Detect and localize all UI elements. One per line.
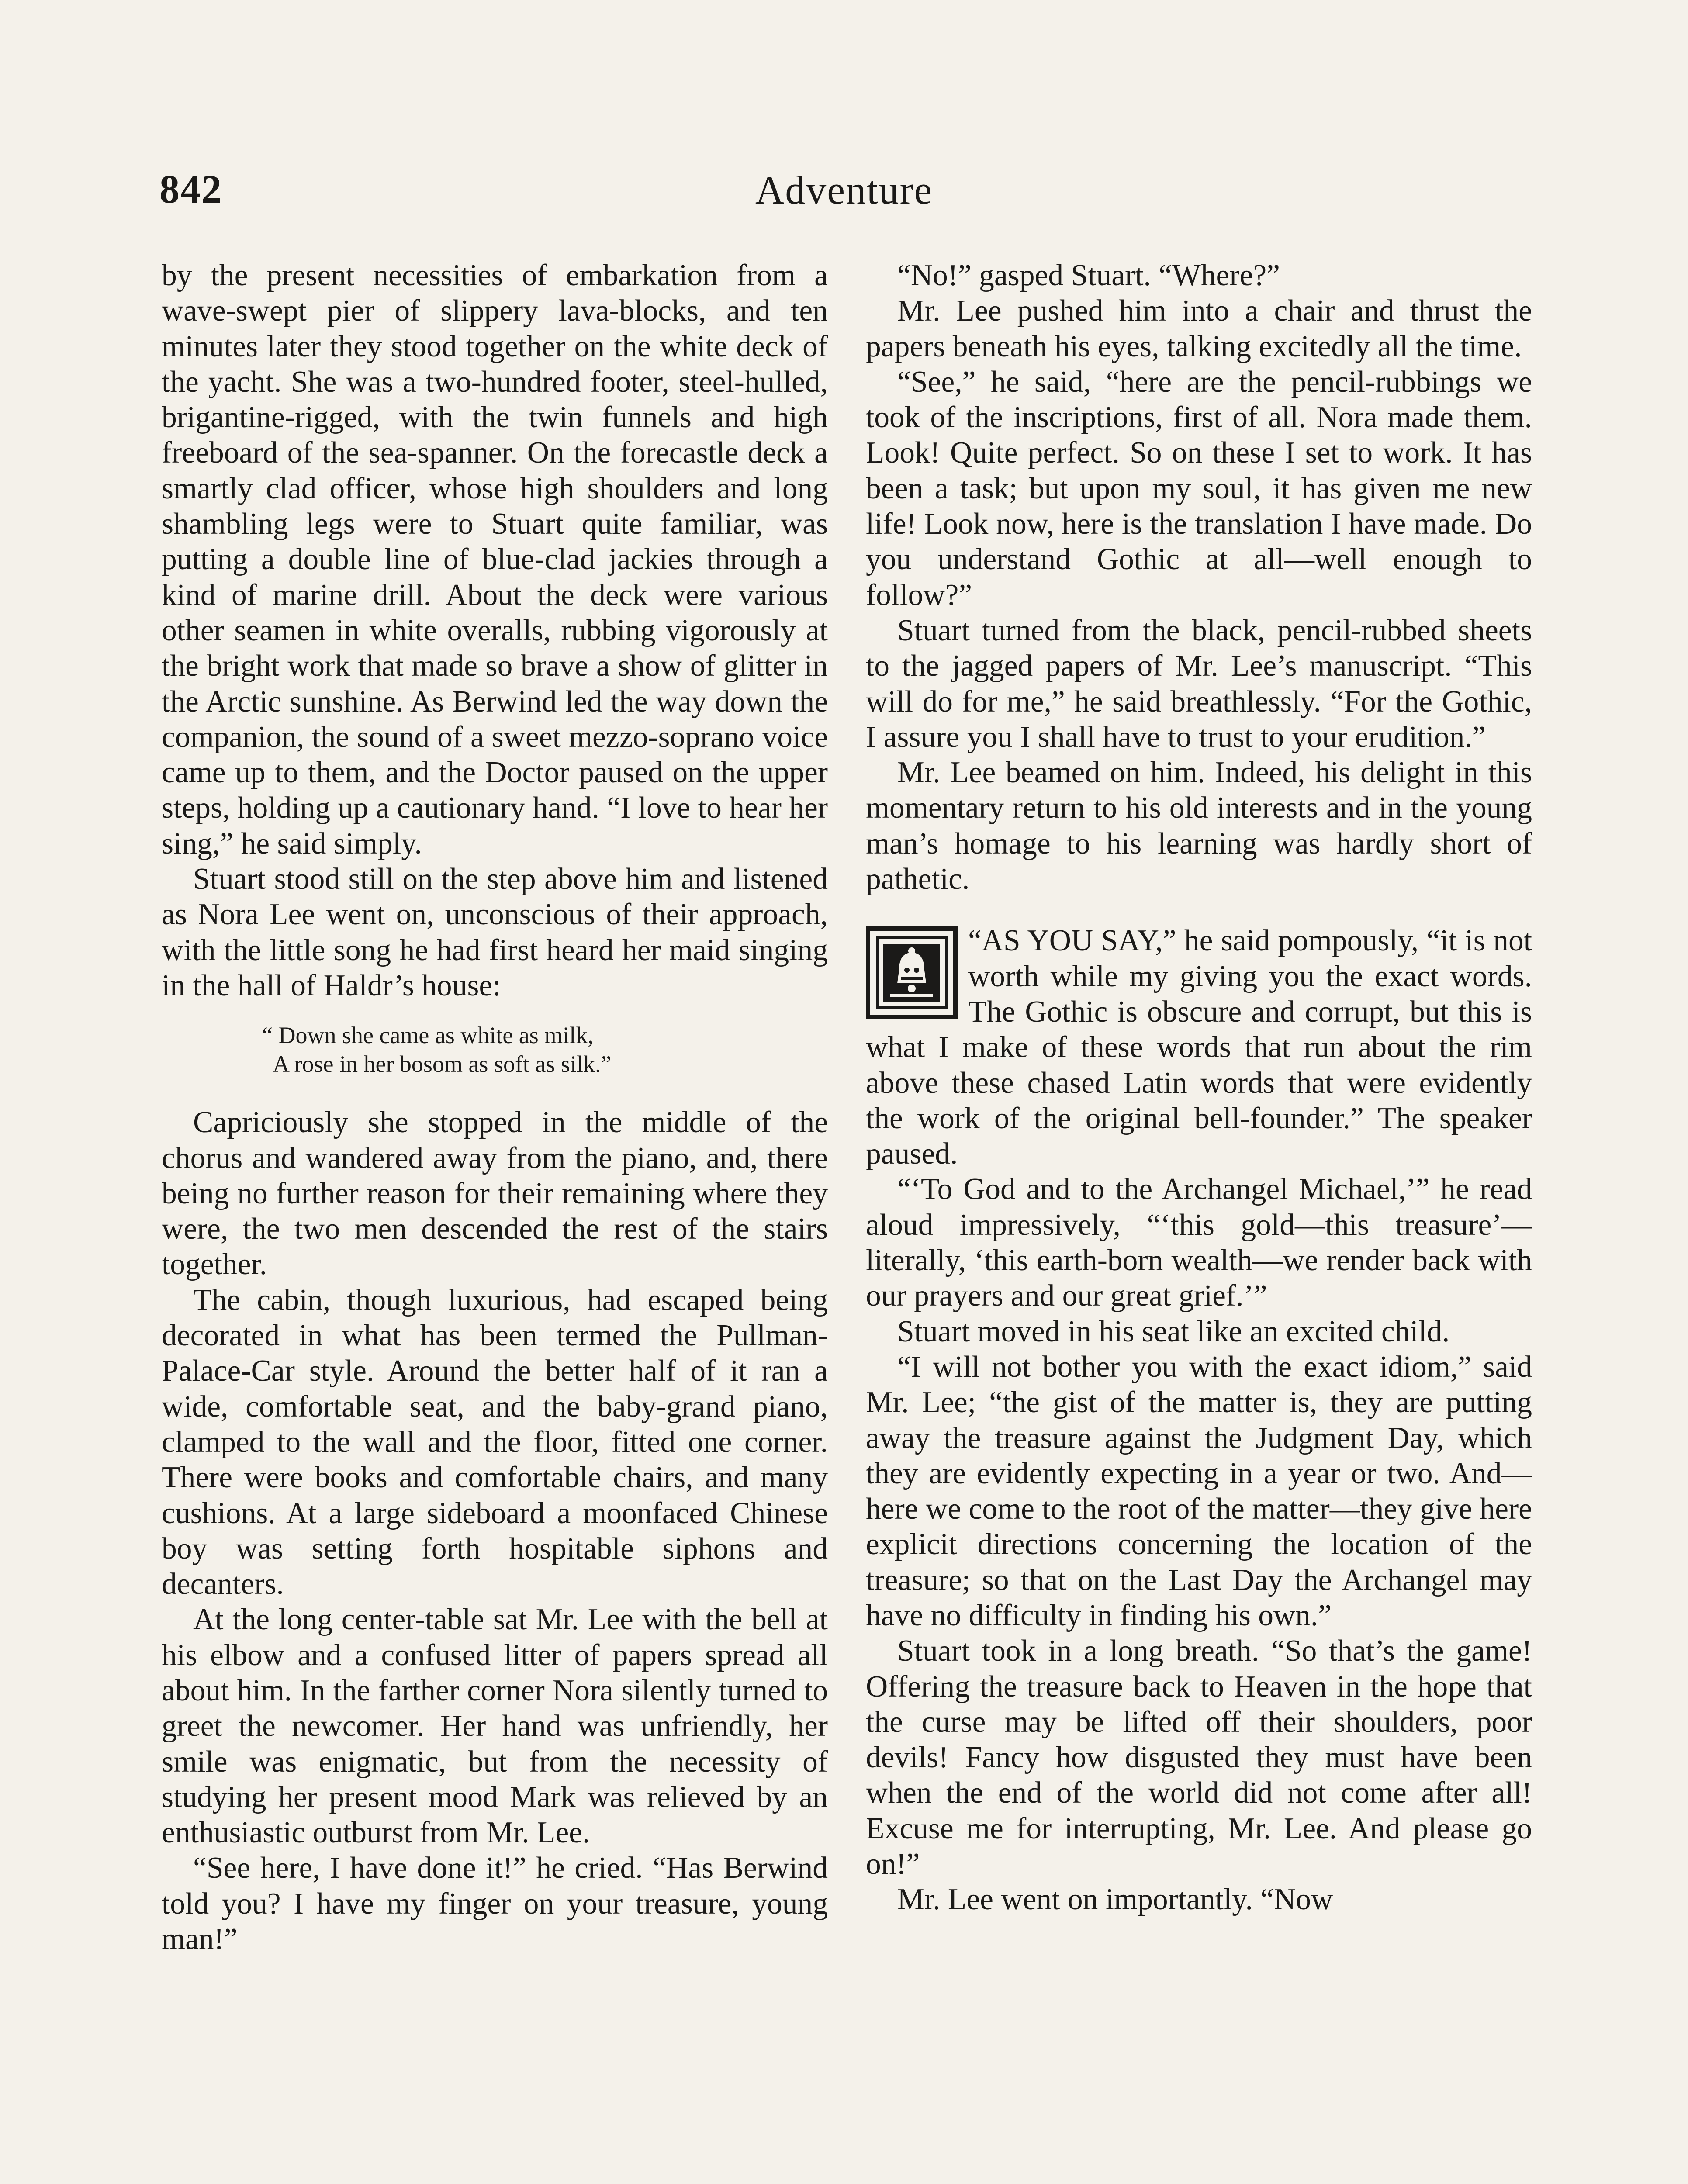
paragraph: “‘To God and to the Archangel Michael,’” he read aloud impressively, “‘this gold—this treasure’—literally, ‘this earth-born wealth—we render back with our prayers and our great grief.’” [866, 1172, 1532, 1313]
paragraph: “No!” gasped Stuart. “Where?” [897, 259, 1280, 292]
paragraph: “AS YOU SAY,” he said pompously, “it is not worth while my giving you the exact words. The Gothic is obscure and corrupt, but this is what I make of these words that run about the rim above these chased Latin words that were evidently the work of the original bell-founder.” The speaker paused. [866, 924, 1532, 1171]
paragraph: “See,” he said, “here are the pencil-rubbings we took of the inscriptions, first of all. Nora made them. Look! Quite perfect. So on these I set to work. It has been a task; but upon my soul, it has given me new life! Look now, here is the translation I have made. Do you understand Gothic at all—well enough to follow?” [866, 365, 1532, 612]
verse-line: A rose in her bosom as soft as silk.” [273, 1051, 612, 1078]
ornamental-initial-icon [866, 926, 958, 1019]
right-column [866, 258, 1532, 1918]
paragraph: The cabin, though luxurious, had escaped being decorated in what has been termed the Pullman-Palace-Car style. Around the better half of it ran a wide, comfortable seat, and the baby-grand piano, clamped to the wall and the floor, fitted one corner. There were books and comfortable chairs, and many cushions. At a large sideboard a moonfaced Chinese boy was setting forth hospitable siphons and decanters. [162, 1283, 828, 1601]
paragraph: Capriciously she stopped in the middle of the chorus and wandered away from the piano, and, there being no further reason for their remaining where they were, the two men descended the rest of the stairs together. [162, 1106, 828, 1282]
paragraph: Stuart moved in his seat like an excited child. [897, 1314, 1450, 1348]
paragraph: Mr. Lee beamed on him. Indeed, his delight in this momentary return to his old interests and in the young man’s homage to his learning was hardly short of pathetic. [866, 756, 1532, 896]
verse-line: “ Down she came as white as milk, [262, 1022, 594, 1049]
paragraph: Stuart turned from the black, pencil-rubbed sheets to the jagged papers of Mr. Lee’s manuscript. “This will do for me,” he said breathlessly. “For the Gothic, I assure you I shall have to trust to your erudition.” [866, 613, 1532, 754]
paragraph: “See here, I have done it!” he cried. “Has Berwind told you? I have my finger on your treasure, young man!” [162, 1851, 828, 1956]
running-head-title: Adventure [755, 168, 933, 212]
verse-quote [262, 1021, 828, 1078]
left-column [162, 258, 828, 1957]
page-number: 842 [159, 167, 222, 211]
bell-ornament-icon [875, 935, 949, 1010]
paragraph: “I will not bother you with the exact idiom,” said Mr. Lee; “the gist of the matter is, they are putting away the treasure against the Judgment Day, which they are evidently expecting in a year or two. And—here we come to the root of the matter—they give here explicit directions concerning the location of the treasure; so that on the Last Day the Archangel may have no difficulty in finding his own.” [866, 1350, 1532, 1632]
paragraph: At the long center-table sat Mr. Lee with the bell at his elbow and a confused litter of papers spread all about him. In the farther corner Nora silently turned to greet the newcomer. Her hand was unfriendly, her smile was enigmatic, but from the necessity of studying her present mood Mark was relieved by an enthusiastic outburst from Mr. Lee. [162, 1603, 828, 1850]
paragraph: Stuart took in a long breath. “So that’s the game! Offering the treasure back to Heaven in the hope that the curse may be lifted off their shoulders, poor devils! Fancy how disgusted they must have been when the end of the world did not come after all! Excuse me for interrupting, Mr. Lee. And please go on!” [866, 1634, 1532, 1881]
paragraph: by the present necessities of embarkation from a wave-swept pier of slippery lava-blocks, and ten minutes later they stood together on the white deck of the yacht. She was a two-hundred footer, steel-hulled, brigantine-rigged, with the twin funnels and high freeboard of the sea-spanner. On the forecastle deck a smartly clad officer, whose high shoulders and long shambling legs were to Stuart quite familiar, was putting a double line of blue-clad jackies through a kind of marine drill. About the deck were various other seamen in white overalls, rubbing vigorously at the bright work that made so brave a show of glitter in the Arctic sunshine. As Berwind led the way down the companion, the sound of a sweet mezzo-soprano voice came up to them, and the Doctor paused on the upper steps, holding up a cautionary hand. “I love to hear her sing,” he said simply. [162, 259, 828, 860]
paragraph: Stuart stood still on the step above him and listened as Nora Lee went on, unconscious of their approach, with the little song he had first heard her maid singing in the hall of Haldr’s house: [162, 862, 828, 1002]
paragraph: Mr. Lee pushed him into a chair and thrust the papers beneath his eyes, talking excitedly all the time. [866, 294, 1532, 363]
section-break [866, 923, 1532, 1171]
paragraph: Mr. Lee went on importantly. “Now [897, 1883, 1333, 1917]
